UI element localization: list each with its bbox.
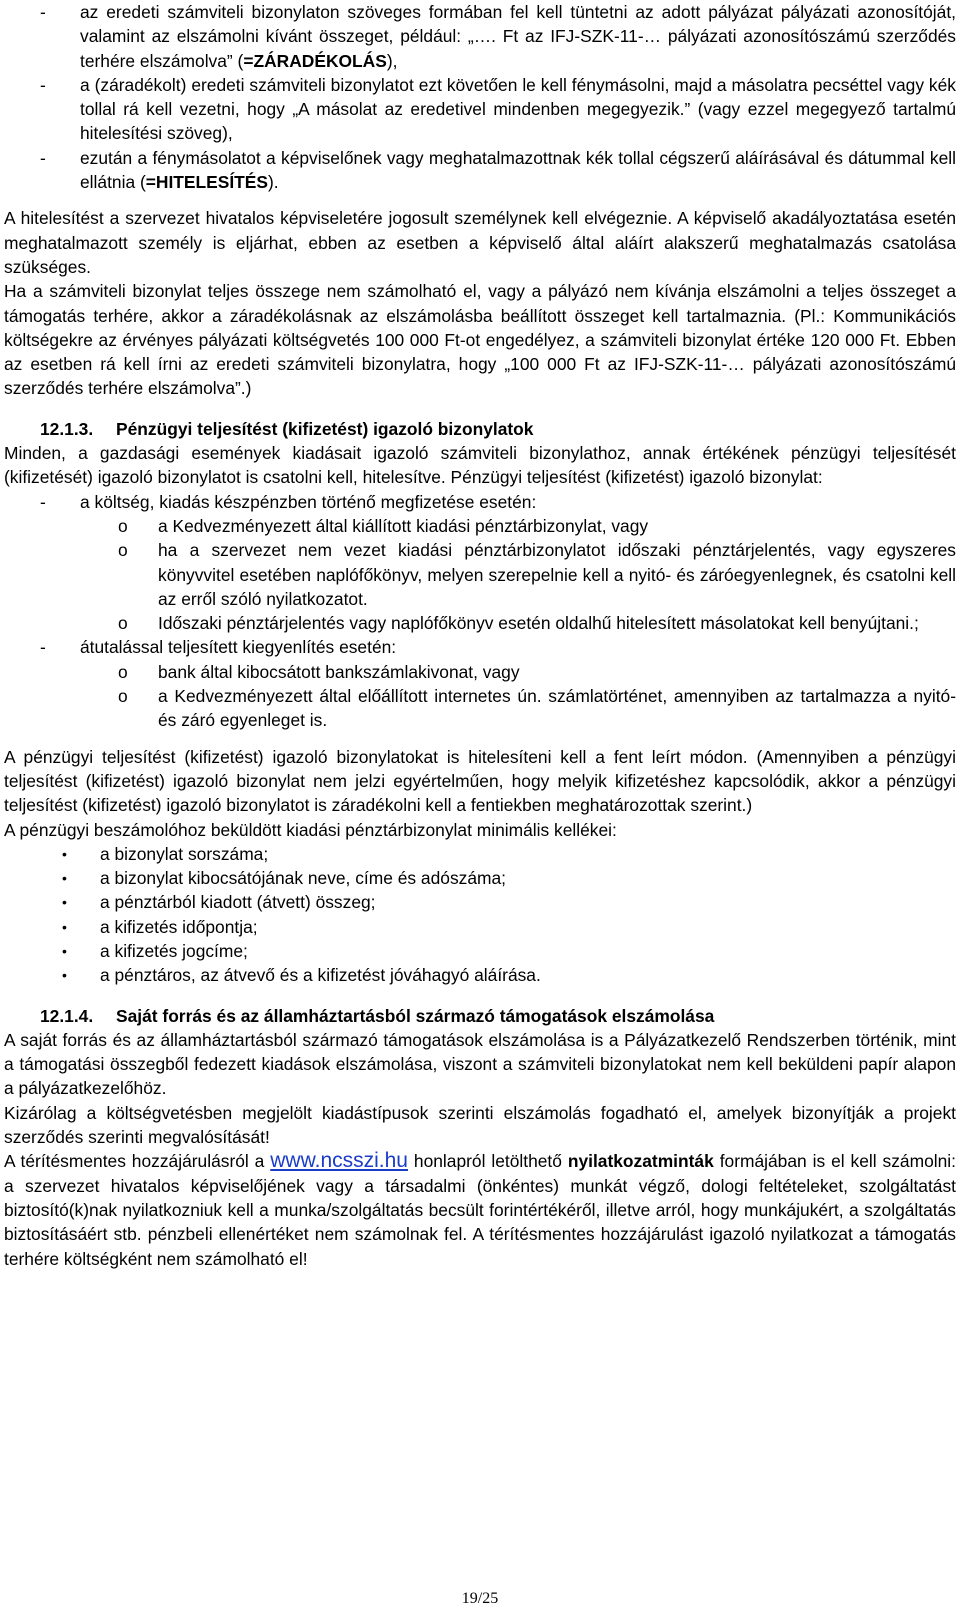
section-heading — [4, 417, 956, 441]
circle-marker: o — [118, 613, 128, 634]
page-content — [4, 0, 956, 1271]
dash-marker: - — [40, 637, 46, 658]
section-number: 12.1.4. — [40, 1005, 94, 1026]
paragraph: Ha a számviteli bizonylat teljes összege nem számolható el, vagy a pályázó nem kívánja elszámolni a teljes összeget a támogatás terhére, akkor a záradékolásnak az elszámolásba beállított összeget kell tartalmaznia. (Pl.: Kommunikációs költségekre az érvényes pályázati költségvetés 100 000 Ft-ot engedélyez, a számviteli bizonylat értéke 120 000 Ft. Ebben az esetben rá kell írni az eredeti számviteli bizonylatra, hogy „100 000 Ft az IFJ-SZK-11-… pályázati azonosítószámú szerződés terhére elszámolva”.) — [4, 281, 956, 399]
list-item: - a költség, kiadás készpénzben történő megfizetése esetén: — [4, 490, 956, 514]
paragraph: Kizárólag a költségvetésben megjelölt kiadástípusok szerinti elszámolás fogadható el, amelyek bizonyítják a projekt szerződés szerinti megvalósítását! — [4, 1102, 956, 1148]
circle-marker: o — [118, 686, 128, 707]
bullet-item: • a bizonylat kibocsátójának neve, címe és adószáma; — [4, 866, 956, 890]
dash-marker: - — [40, 74, 46, 95]
bullet-marker: • — [62, 870, 67, 887]
bullet-marker: • — [62, 942, 67, 959]
sub-list-item: o bank által kibocsátott bankszámlakivonat, vagy — [4, 660, 956, 684]
paragraph: Minden, a gazdasági események kiadásait igazoló számviteli bizonylathoz, annak értékének pénzügyi teljesítését (kifizetését) igazoló bizonylatot is csatolni kell, hitelesítve. Pénzügyi teljesítést (kifizetést) igazoló bizonylat: — [4, 443, 956, 488]
paragraph: A hitelesítést a szervezet hivatalos képviseletére jogosult személynek kell elvégeznie. A képviselő akadályoztatása esetén meghatalmazott személy is eljárhat, ebben az esetben a képviselő által aláírt alakszerű meghatalmazás csatolása szükséges. — [4, 208, 956, 277]
paragraph: A pénzügyi teljesítést (kifizetést) igazoló bizonylatokat is hitelesíteni kell a fent leírt módon. (Amennyiben a pénzügyi teljesítést (kifizetést) igazoló bizonylat nem jelzi egyértelműen, hogy melyik kifizetéshez kapcsolódik, akkor a pénzügyi teljesítést (kifizetést) igazoló bizonylatot is záradékolni kell a fentiekben meghatározottak szerint.) — [4, 746, 956, 816]
list-item: - átutalással teljesített kiegyenlítés esetén: — [4, 635, 956, 659]
paragraph: A térítésmentes hozzájárulásról a www.ncsszi.hu honlapról letölthető nyilatkozatminták formájában is el kell számolni: a szervezet hivatalos képviselőjének vagy a társadalmi (önkéntes) munkát végző, dologi feltételeket, szolgáltatást biztosító(k)nak nyilatkozniuk kell a munka/szolgáltatás becsült forintértékéről, illetve arról, hogy munkájukért, a szolgáltatás biztosításáért stb. pénzbeli ellenértéket nem számolnak fel. A térítésmentes hozzájárulást igazoló nyilatkozat a támogatás terhére költségként nem számolható el! — [4, 1149, 956, 1269]
section-heading — [4, 1004, 956, 1028]
bullet-marker: • — [62, 918, 67, 935]
bullet-item: • a kifizetés jogcíme; — [4, 939, 956, 963]
section-number: 12.1.3. — [40, 418, 94, 439]
circle-marker: o — [118, 540, 128, 561]
dash-marker: - — [40, 2, 46, 22]
sub-list-item: o ha a szervezet nem vezet kiadási pénztárbizonylatot időszaki pénztárjelentés, vagy egyszeres könyvvitel esetében naplófőkönyv, melyen szerepelnie kell a nyitó- és záróegyenlegnek, és csatolni kell az erről szóló nyilatkozatot. — [118, 540, 956, 609]
list-item: - a (záradékolt) eredeti számviteli bizonylatot ezt követően le kell fénymásolni, majd a másolatra pecséttel vagy kék tollal rá kell vezetni, hogy „A másolat az eredetivel mindenben megegyezik.” (vagy ezzel megegyező tartalmú hitelesítési szöveg), — [40, 74, 956, 144]
circle-marker: o — [118, 661, 128, 682]
bullet-item: • a pénztárból kiadott (átvett) összeg; — [4, 890, 956, 914]
section-title: Saját forrás és az államháztartásból származó támogatások elszámolása — [116, 1005, 715, 1026]
bullet-marker: • — [62, 845, 67, 862]
dash-marker: - — [40, 491, 46, 512]
sub-list-item: o a Kedvezményezett által kiállított kiadási pénztárbizonylat, vagy — [4, 514, 956, 538]
circle-marker: o — [118, 515, 128, 536]
paragraph: A saját forrás és az államháztartásból származó támogatások elszámolása is a Pályázatkezelő Rendszerben történik, mint a támogatási összegből fedezett kiadások elszámolása, viszont a számviteli bizonylatokat nem kell beküldeni papír alapon a pályázatkezelőhöz. — [4, 1029, 956, 1099]
list-item: - az eredeti számviteli bizonylaton szöveges formában fel kell tüntetni az adott pályázat pályázati azonosítóját, valamint az elszámolni kívánt összeget, például: „…. Ft az IFJ-SZK-11-… pályázati azonosítószámú szerződés terhére elszámolva” (=ZÁRADÉKOLÁS), — [40, 2, 956, 71]
ncsszi-link[interactable]: www.ncsszi.hu — [270, 1149, 408, 1173]
bullet-marker: • — [62, 894, 67, 911]
bullet-item: • a pénztáros, az átvevő és a kifizetést jóváhagyó aláírása. — [4, 963, 956, 987]
page-number: 19/25 — [461, 1590, 499, 1607]
bullet-item: • a kifizetés időpontja; — [4, 915, 956, 939]
list-item: - ezután a fénymásolatot a képviselőnek vagy meghatalmazottnak kék tollal cégszerű aláírásával és dátummal kell ellátnia (=HITELESÍTÉS). — [40, 147, 956, 193]
section-title: Pénzügyi teljesítést (kifizetést) igazoló bizonylatok — [116, 418, 534, 439]
dash-marker: - — [40, 147, 46, 168]
bullet-item: • a bizonylat sorszáma; — [4, 842, 956, 866]
sub-list-item: o Időszaki pénztárjelentés vagy naplófőkönyv esetén oldalhű hitelesített másolatokat kell benyújtani.; — [4, 611, 956, 635]
bullet-marker: • — [62, 967, 67, 984]
paragraph: A pénzügyi beszámolóhoz beküldött kiadási pénztárbizonylat minimális kellékei: — [4, 819, 617, 840]
sub-list-item: o a Kedvezményezett által előállított internetes ún. számlatörténet, amennyiben az tartalmazza a nyitó- és záró egyenleget is. — [118, 686, 956, 731]
